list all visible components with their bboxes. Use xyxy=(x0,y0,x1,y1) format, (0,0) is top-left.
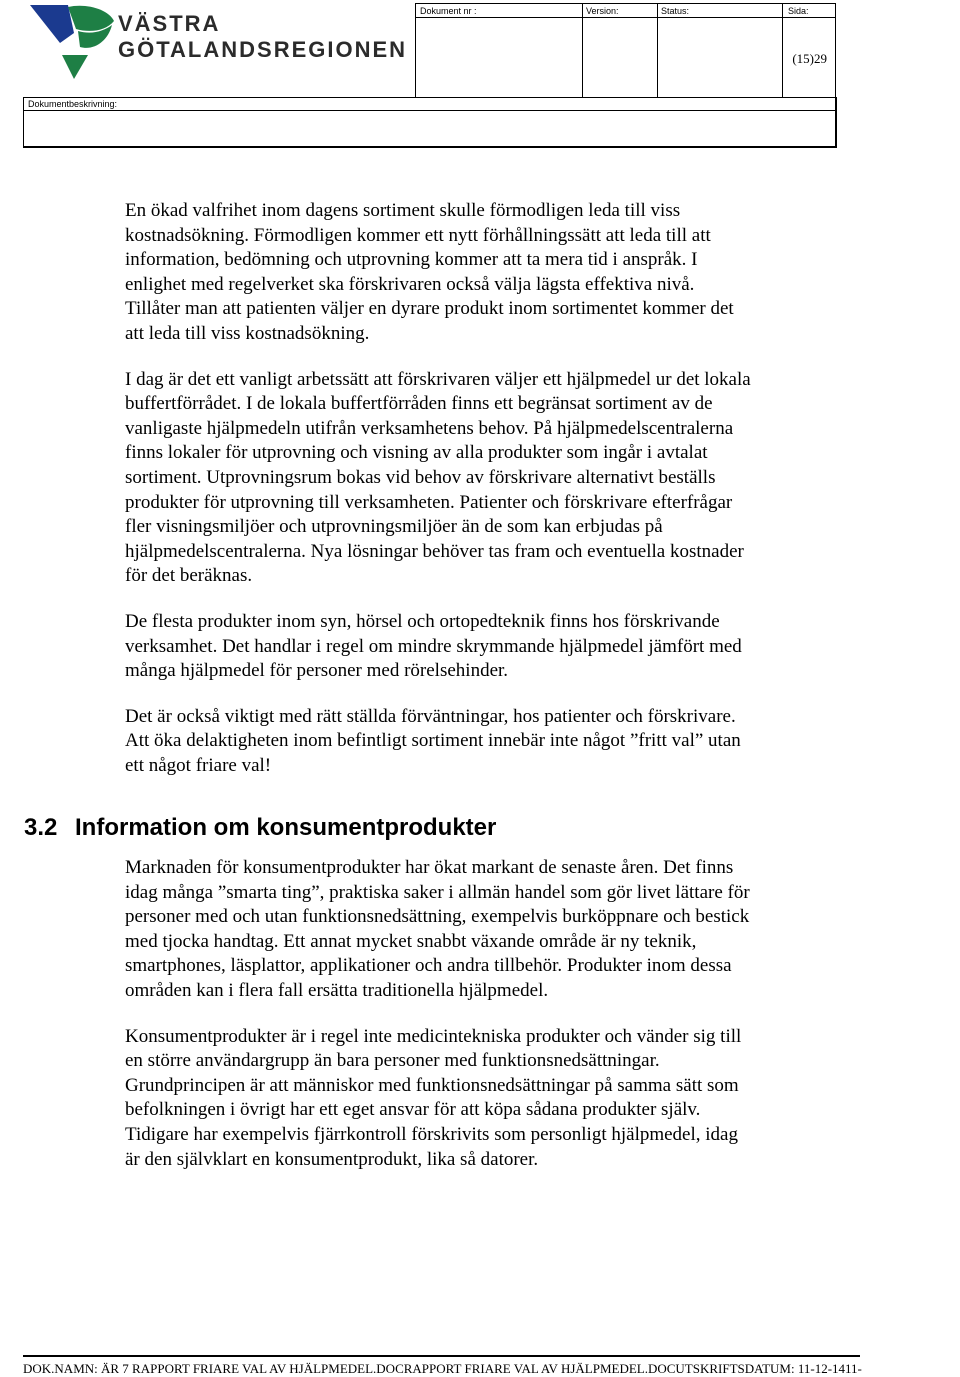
meta-column-divider xyxy=(582,4,583,98)
section-text xyxy=(125,856,845,1172)
paragraph: Konsumentprodukter är i regel inte medicintekniska produkter och vänder sig till en större användargrupp än bara personer med funktionsnedsättningar. Grundprincipen är att människor med funktionsnedsättningar på samma sätt som befolkningen i övrigt har ett eget ansvar för att köpa sådana produkter själv. Tidigare har exempelvis fjärrkontroll förskrivits som personligt hjälpmedel, idag är den självklart en konsumentprodukt, lika så datorer. xyxy=(125,1025,742,1170)
vgr-logo xyxy=(28,3,408,83)
section-number: 3.2 xyxy=(24,814,58,841)
footer-text: DOK.NAMN: ÄR 7 RAPPORT FRIARE VAL AV HJÄLPMEDEL.DOCRAPPORT FRIARE VAL AV HJÄLPMEDEL.DOCUTSKRIFTSDATUM: 11-12-1411- xyxy=(23,1361,862,1376)
paragraph: I dag är det ett vanligt arbetssätt att förskrivaren väljer ett hjälpmedel ur det lokala buffertförrådet. I de lokala buffertförråden finns ett begränsat sortiment av de vanligaste hjälpmedeln utifrån verksamhetens behov. På hjälpmedelscentralerna finns lokaler för utprovning och visning av alla produkter som ingår i avtalat sortiment. Utprovningsrum bokas vid behov av förskrivare alternativt beställs produkter för utprovning till verksamheten. Patienter och förskrivare efterfrågar fler visningsmiljöer och utprovningsmiljöer än de som kan erbjudas på hjälpmedelscentralerna. Nya lösningar behöver tas fram och eventuella kostnader för det beräknas. xyxy=(125,368,751,587)
paragraph: Marknaden för konsumentprodukter har ökat markant de senaste åren. Det finns idag många ”smarta ting”, praktiska saker i allmän handel som gör livet lättare för personer med och utan funktionsnedsättning, exempelvis burköppnare och bestick med tjocka handtag. Ett annat mycket snabbt växande område är ny teknik, smartphones, läsplattor, applikationer och andra tillbehör. Produkter inom dessa områden kan i flera fall ersätta traditionella hjälpmedel. xyxy=(125,857,750,1001)
description-divider xyxy=(24,110,835,111)
paragraph: Det är också viktigt med rätt ställda förväntningar, hos patienter och förskrivare. Att öka delaktigheten inom befintligt sortiment innebär inte något ”fritt val” utan ett något friare val! xyxy=(125,705,741,776)
version-label: Version: xyxy=(586,6,619,16)
page-label: Sida: xyxy=(788,6,809,16)
meta-column-divider xyxy=(657,4,658,98)
meta-column-divider xyxy=(782,4,783,98)
meta-divider xyxy=(416,17,835,18)
paragraph: De flesta produkter inom syn, hörsel och ortopedteknik finns hos förskrivande verksamhet. Det handlar i regel om mindre skrymmande hjälpmedel jämfört med många hjälpmedel för personer med rörelsehinder. xyxy=(125,610,742,682)
doc-number-label: Dokument nr : xyxy=(420,6,477,16)
footer-rule xyxy=(23,1355,860,1357)
status-label: Status: xyxy=(661,6,690,16)
section-heading xyxy=(24,814,496,842)
logo-line-2: GÖTALANDSREGIONEN xyxy=(118,37,408,62)
section-title: Information om konsumentprodukter xyxy=(75,814,497,841)
description-box xyxy=(23,97,837,148)
logo-line-1: VÄSTRA xyxy=(118,11,221,36)
paragraph: En ökad valfrihet inom dagens sortiment skulle förmodligen leda till viss kostnadsökning. Förmodligen kommer ett nytt förhållningssätt att leda till att information, bedömning och utprovning kommer att ta mera tid i anspråk. I enlighet med regelverket ska förskrivaren också välja lägsta effektiva nivå. Tillåter man att patienten väljer en dyrare produkt inom sortimentet kommer det att leda till viss kostnadsökning. xyxy=(125,200,734,344)
document-meta-table xyxy=(415,3,836,98)
logo-wordmark xyxy=(118,13,407,61)
body-text xyxy=(125,199,845,778)
page-number: (15)29 xyxy=(792,51,827,66)
vgr-logo-mark xyxy=(28,3,118,83)
description-label: Dokumentbeskrivning: xyxy=(28,99,118,109)
